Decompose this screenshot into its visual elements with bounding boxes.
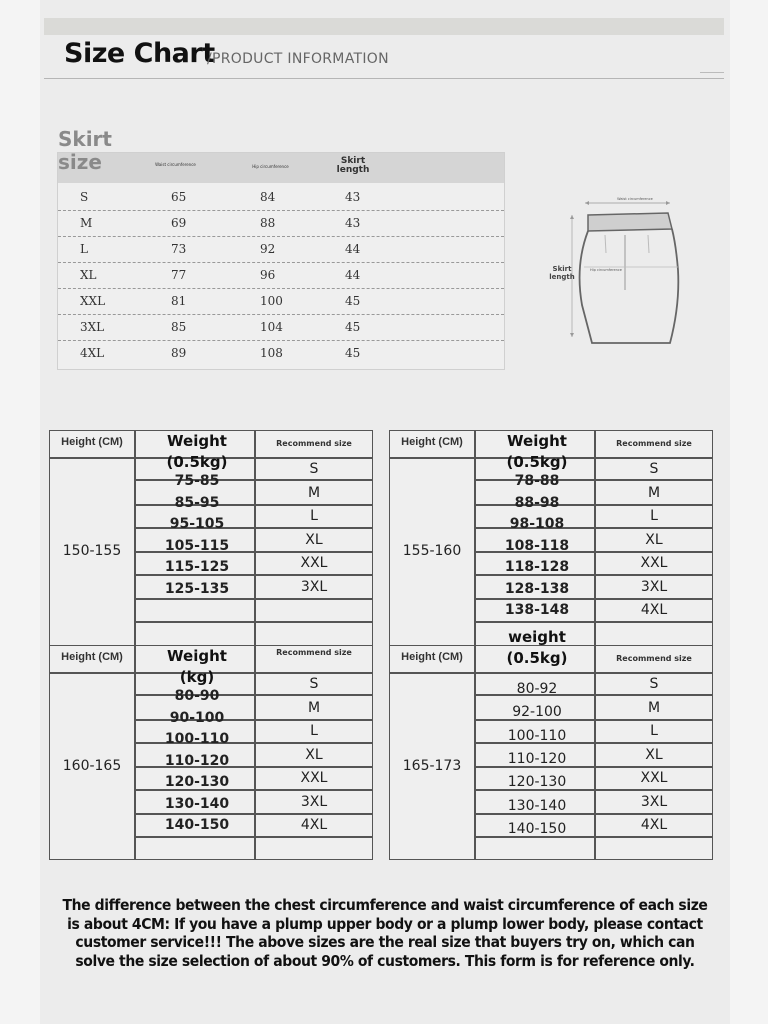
recommended-size: 4XL (300, 817, 328, 833)
weight-column-header-line2: (0.5kg) (506, 453, 568, 471)
diagram-waist-label: Waist circumference (617, 197, 653, 201)
skirt-cell-length: 43 (345, 190, 361, 204)
skirt-table-row (58, 236, 504, 263)
recommend-column-header: Recommend size (616, 439, 692, 448)
recommend-column-header: Recommend size (276, 648, 352, 657)
recommended-size: M (647, 699, 661, 716)
skirt-cell-waist: 73 (171, 242, 187, 256)
hip-column-header: Hip circumference (252, 164, 289, 169)
skirt-diagram (540, 195, 720, 345)
skirt-size-label (58, 128, 112, 174)
skirt-cell-length: 44 (345, 268, 361, 282)
weight-range: 88-98 (514, 494, 560, 511)
skirt-cell-hip: 100 (260, 294, 283, 308)
recommend-column-header: Recommend size (276, 439, 352, 448)
recommended-size: S (649, 461, 659, 477)
recommended-size: XXL (640, 555, 668, 571)
weight-range: 100-110 (164, 731, 230, 747)
height-column-header: Height (CM) (61, 651, 123, 663)
height-column-header: Height (CM) (61, 436, 123, 448)
diagram-hip-label: Hip circumference (590, 268, 622, 272)
skirt-cell-size: 4XL (80, 346, 105, 360)
height-range: 150-155 (62, 543, 122, 559)
skirt-cell-size: L (80, 242, 88, 256)
weight-range: 95-105 (169, 516, 225, 532)
skirt-table-row (58, 314, 504, 341)
recommended-size: M (307, 699, 321, 716)
weight-range: 90-100 (169, 709, 225, 726)
recommended-size: XL (645, 531, 663, 548)
skirt-cell-size: XL (80, 268, 97, 282)
skirt-table-row (58, 184, 504, 211)
skirt-table-row (58, 262, 504, 289)
recommended-size: XXL (300, 770, 328, 786)
weight-range: 105-115 (164, 537, 230, 554)
skirt-cell-hip: 108 (260, 346, 283, 360)
recommended-size: L (310, 508, 318, 524)
skirt-cell-waist: 77 (171, 268, 187, 282)
recommended-size: 3XL (300, 578, 328, 595)
weight-column-header-line2: (0.5kg) (166, 453, 228, 471)
recommended-size: 3XL (640, 793, 668, 810)
weight-range: 120-130 (507, 774, 567, 791)
weight-range: 110-120 (507, 750, 567, 767)
row-divider (134, 813, 372, 815)
weight-range: 78-88 (514, 473, 560, 489)
weight-range: 130-140 (507, 797, 567, 814)
recommended-size: M (307, 484, 321, 501)
weight-column-header-line1: Weight (167, 432, 227, 450)
skirt-cell-waist: 69 (171, 216, 187, 230)
skirt-cell-hip: 96 (260, 268, 276, 282)
page-subtitle: /PRODUCT INFORMATION (207, 51, 389, 67)
weight-column-header-line1: Weight (167, 647, 227, 665)
weight-range: 130-140 (164, 795, 230, 812)
skirt-cell-length: 45 (345, 320, 361, 334)
skirt-cell-length: 45 (345, 346, 361, 360)
weight-column-header-line1: weight (508, 628, 566, 646)
recommend-table-160-165 (49, 645, 373, 860)
weight-column-header-line2: (0.5kg) (506, 649, 568, 667)
skirt-cell-hip: 84 (260, 190, 276, 204)
length-column-header (328, 157, 378, 175)
recommended-size: 4XL (640, 817, 668, 833)
height-range: 155-160 (402, 543, 462, 559)
waist-column-header: Waist circumference (155, 162, 196, 167)
skirt-cell-waist: 89 (171, 346, 187, 360)
row-divider (134, 598, 372, 600)
skirt-table-header (58, 150, 504, 183)
skirt-cell-size: XXL (80, 294, 106, 308)
recommended-size: L (310, 723, 318, 739)
height-range: 165-173 (402, 758, 462, 774)
diagram-length-line2: length (549, 273, 575, 281)
header-band (44, 18, 724, 35)
recommended-size: S (309, 461, 319, 477)
skirt-label-line2: size (58, 150, 102, 174)
weight-range: 110-120 (164, 752, 230, 769)
skirt-cell-length: 43 (345, 216, 361, 230)
skirt-cell-size: M (80, 216, 93, 230)
skirt-cell-size: 3XL (80, 320, 105, 334)
recommended-size: XXL (300, 555, 328, 571)
recommended-size: S (309, 676, 319, 692)
recommended-size: XL (305, 531, 323, 548)
weight-range: 98-108 (509, 516, 565, 532)
weight-column-header-line2: (kg) (179, 668, 215, 686)
skirt-cell-hip: 88 (260, 216, 276, 230)
height-column-header: Height (CM) (401, 651, 463, 663)
weight-range: 140-150 (507, 820, 567, 837)
header-divider (390, 672, 712, 674)
length-header-line1: Skirt (340, 156, 366, 166)
recommend-column-header: Recommend size (616, 654, 692, 663)
size-note: The difference between the chest circumference and waist circumference of each size is about 4CM: If you have a plump upper body or a plump lower body, please contact customer service!!! The above sizes are the real size that buyers try on, which can solve the size selection of about 90% of customers. This form is for reference only. (62, 896, 708, 970)
weight-column-header-line1: Weight (507, 432, 567, 450)
weight-range: 140-150 (164, 817, 230, 833)
weight-range: 115-125 (164, 559, 230, 575)
recommended-size: XXL (640, 770, 668, 786)
skirt-cell-length: 45 (345, 294, 361, 308)
skirt-cell-hip: 104 (260, 320, 283, 334)
weight-range: 138-148 (504, 602, 570, 618)
weight-range: 80-90 (174, 688, 220, 704)
row-divider (134, 836, 372, 838)
height-column-header: Height (CM) (401, 436, 463, 448)
skirt-cell-size: S (80, 190, 89, 204)
recommended-size: S (649, 676, 659, 692)
skirt-cell-waist: 81 (171, 294, 187, 308)
height-range: 160-165 (62, 758, 122, 774)
recommended-size: XL (645, 746, 663, 763)
recommend-table-155-160 (389, 430, 713, 646)
weight-range: 125-135 (164, 580, 230, 597)
row-divider (134, 621, 372, 623)
recommended-size: L (650, 508, 658, 524)
diagram-length-label (542, 265, 582, 281)
recommend-table-165-173 (389, 628, 713, 860)
recommended-size: 4XL (640, 602, 668, 618)
weight-range: 80-92 (516, 681, 558, 697)
row-divider (474, 598, 712, 600)
skirt-cell-hip: 92 (260, 242, 276, 256)
weight-range: 128-138 (504, 580, 570, 597)
weight-range: 92-100 (512, 704, 562, 721)
skirt-label-line1: Skirt (58, 127, 112, 151)
length-header-line2: length (336, 165, 370, 175)
recommended-size: 3XL (640, 578, 668, 595)
recommended-size: L (650, 723, 658, 739)
weight-range: 85-95 (174, 494, 220, 511)
row-divider (474, 621, 712, 623)
weight-range: 75-85 (174, 473, 220, 489)
page-title: Size Chart (64, 38, 215, 69)
skirt-size-table (57, 152, 505, 370)
header-divider (44, 78, 724, 79)
weight-range: 120-130 (164, 774, 230, 790)
skirt-table-row (58, 288, 504, 315)
recommend-table-150-155 (49, 430, 373, 646)
skirt-table-row (58, 340, 504, 366)
recommended-size: M (647, 484, 661, 501)
recommended-size: 3XL (300, 793, 328, 810)
weight-range: 118-128 (504, 559, 570, 575)
weight-range: 100-110 (507, 727, 567, 744)
skirt-cell-waist: 65 (171, 190, 187, 204)
weight-range: 108-118 (504, 537, 570, 554)
skirt-table-row (58, 210, 504, 237)
header-divider-accent (700, 72, 724, 73)
skirt-cell-waist: 85 (171, 320, 187, 334)
diagram-length-line1: Skirt (552, 265, 572, 273)
recommended-size: XL (305, 746, 323, 763)
skirt-cell-length: 44 (345, 242, 361, 256)
